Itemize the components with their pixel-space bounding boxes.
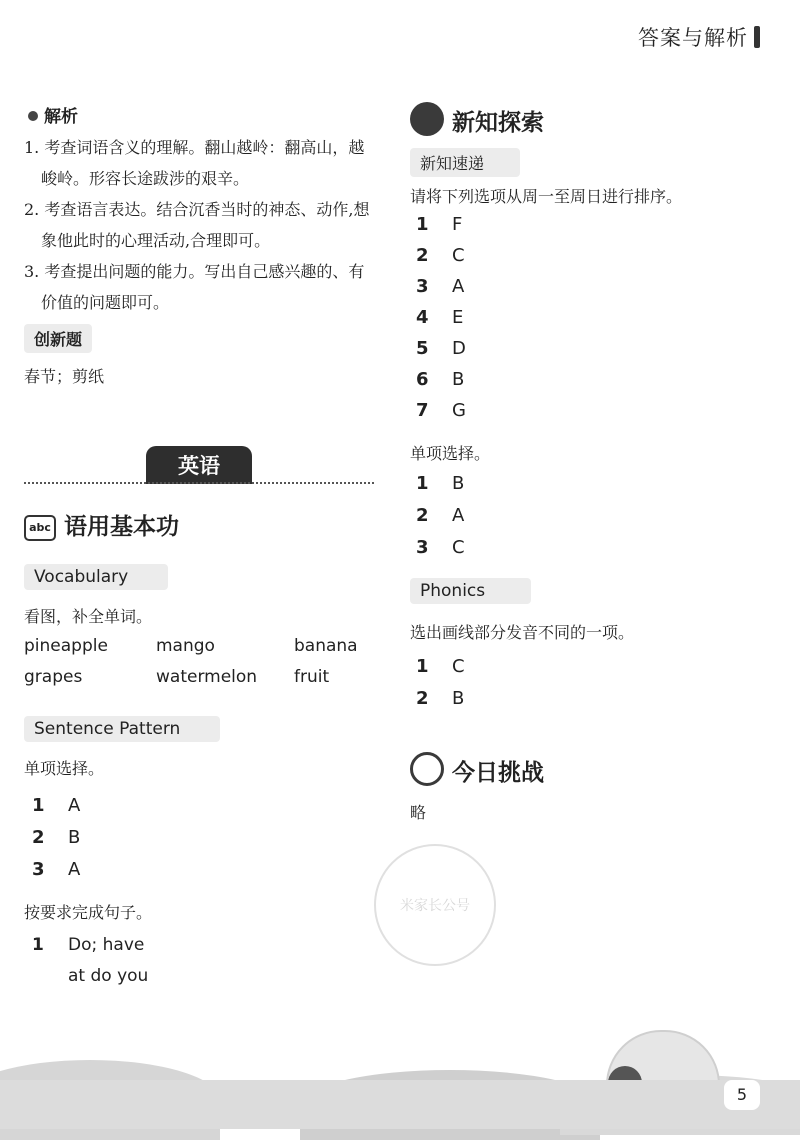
answer-value: A	[452, 276, 465, 297]
basics-heading	[24, 508, 179, 541]
answer-number: 6	[416, 369, 429, 390]
order-row	[416, 400, 466, 421]
word-4: grapes	[24, 667, 83, 687]
analysis-list	[24, 132, 376, 318]
innovation-heading	[24, 324, 92, 353]
answer-number: 3	[32, 859, 45, 880]
challenge-heading	[410, 752, 544, 787]
phonics-label-wrap	[410, 578, 531, 604]
sentence-label: Sentence Pattern	[24, 716, 220, 742]
choice-row	[416, 537, 465, 558]
completion-row	[32, 966, 148, 986]
analysis-title: 解析	[44, 107, 78, 127]
rocket-icon	[410, 102, 444, 136]
answer-number: 4	[416, 307, 429, 328]
innovation-answer: 春节；剪纸	[24, 367, 105, 386]
basics-title: 语用基本功	[64, 514, 179, 540]
vocabulary-instruction: 看图，补全单词。	[24, 607, 153, 626]
analysis-heading	[28, 102, 78, 127]
stamp-text: 米家长公号	[400, 898, 470, 914]
word-2: mango	[156, 636, 215, 656]
bullet-icon	[28, 111, 38, 121]
answer-value: B	[452, 473, 465, 494]
challenge-title: 今日挑战	[452, 760, 544, 786]
explore-title: 新知探索	[452, 110, 544, 136]
answer-number: 3	[416, 537, 429, 558]
answer-value: C	[452, 656, 465, 677]
word-3: banana	[294, 636, 358, 656]
answer-number: 1	[416, 656, 429, 677]
order-row	[416, 338, 466, 359]
answer-number: 2	[32, 827, 45, 848]
phonics-instruction: 选出画线部分发音不同的一项。	[410, 623, 635, 642]
order-row	[416, 214, 462, 235]
choice-row	[416, 473, 464, 494]
answer-value: G	[452, 400, 466, 421]
explore-heading	[410, 102, 544, 137]
word-6: fruit	[294, 667, 330, 687]
answer-value: F	[452, 214, 463, 235]
english-tab: 英语	[146, 446, 252, 484]
answer-number: 7	[416, 400, 429, 421]
answer-number: 1	[32, 935, 44, 955]
phonics-label: Phonics	[410, 578, 531, 604]
answer-number: 2	[416, 505, 429, 526]
sentence-answer-row	[32, 827, 80, 848]
answer-value: A	[452, 505, 465, 526]
answer-value: D	[452, 338, 466, 359]
phonics-row	[416, 688, 464, 709]
answer-value: C	[452, 245, 465, 266]
word-5: watermelon	[156, 667, 258, 687]
answer-value: B	[452, 369, 465, 390]
divider	[24, 482, 374, 484]
analysis-item-2: 2. 考查语言表达。结合沉香当时的神态、动作,想象他此时的心理活动,合理即可。	[24, 200, 370, 250]
header-title: 答案与解析	[638, 26, 748, 50]
phonics-row	[416, 656, 465, 677]
sentence-label-wrap	[24, 716, 220, 742]
page-number: 5	[724, 1080, 760, 1110]
answer-value: at do you	[68, 966, 149, 986]
order-row	[416, 276, 464, 297]
challenge-answer: 略	[410, 803, 427, 822]
sentence-instruction-2: 按要求完成句子。	[24, 903, 153, 922]
analysis-item-3: 3. 考查提出问题的能力。写出自己感兴趣的、有价值的问题即可。	[24, 262, 365, 312]
sentence-instruction-1: 单项选择。	[24, 759, 105, 778]
completion-row	[32, 935, 144, 955]
explore-instruction-2: 单项选择。	[410, 444, 491, 463]
order-row	[416, 307, 463, 328]
answer-value: B	[68, 827, 81, 848]
order-row	[416, 245, 465, 266]
answer-number: 3	[416, 276, 429, 297]
explore-sub: 新知速递	[410, 148, 520, 177]
answer-number: 1	[32, 795, 45, 816]
word-1: pineapple	[24, 636, 108, 656]
watermark-stamp	[360, 830, 510, 980]
answer-number: 2	[416, 245, 429, 266]
answer-value: B	[452, 688, 465, 709]
sentence-answer-row	[32, 795, 80, 816]
header-bar	[754, 26, 760, 48]
answer-number: 1	[416, 214, 429, 235]
analysis-item-1: 1. 考查词语含义的理解。翻山越岭：翻高山，越峻岭。形容长途跋涉的艰辛。	[24, 138, 365, 188]
footer-ground	[0, 1080, 800, 1129]
order-row	[416, 369, 464, 390]
sentence-answer-row	[32, 859, 80, 880]
answer-value: A	[68, 795, 81, 816]
innovation-title: 创新题	[24, 324, 92, 353]
abc-icon: abc	[24, 515, 56, 541]
explore-instruction-1: 请将下列选项从周一至周日进行排序。	[410, 187, 683, 206]
answer-value: Do; have	[68, 935, 145, 955]
answer-number: 2	[416, 688, 429, 709]
explore-sub-wrap	[410, 148, 520, 177]
choice-row	[416, 505, 464, 526]
vocabulary-label-wrap	[24, 564, 168, 590]
answer-value: C	[452, 537, 465, 558]
answer-value: A	[68, 859, 81, 880]
target-icon	[410, 752, 444, 786]
answer-number: 1	[416, 473, 429, 494]
answer-number: 5	[416, 338, 429, 359]
answer-value: E	[452, 307, 464, 328]
vocabulary-label: Vocabulary	[24, 564, 168, 590]
